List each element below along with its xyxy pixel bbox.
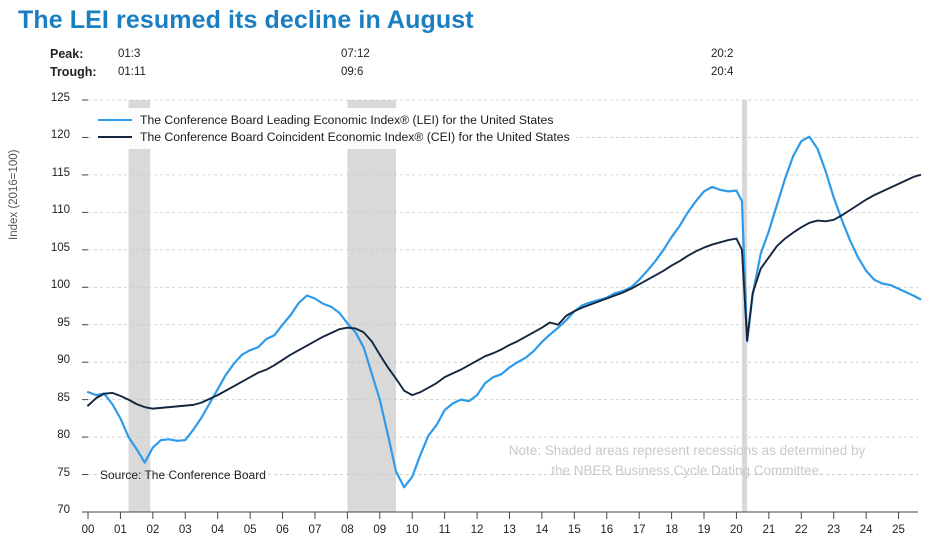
source-note: Source: The Conference Board	[100, 468, 266, 482]
recession-band-1	[129, 100, 151, 512]
x-tick-label: 04	[211, 524, 225, 536]
y-tick-label: 100	[50, 279, 70, 292]
trough-date-3: 20:4	[711, 66, 734, 78]
x-tick-label: 09	[373, 524, 387, 536]
legend-swatch-lei	[98, 119, 132, 121]
recession-note-line1: Note: Shaded areas represent recessions as determined by	[508, 443, 866, 458]
chart-legend	[92, 108, 576, 149]
x-tick-label: 23	[827, 524, 841, 536]
x-tick-label: 02	[146, 524, 160, 536]
trough-date-1: 01:11	[118, 66, 146, 78]
recession-band-2	[347, 100, 396, 512]
x-tick-label: 07	[308, 524, 322, 536]
y-tick-label: 70	[57, 504, 70, 516]
legend-item-lei	[98, 111, 570, 128]
x-tick-label: 12	[470, 524, 484, 536]
x-tick-label: 03	[178, 524, 192, 536]
y-tick-label: 90	[57, 354, 70, 367]
x-tick-label: 20	[730, 524, 743, 536]
y-tick-label: 110	[51, 204, 70, 217]
x-tick-label: 13	[503, 524, 516, 536]
x-tick-label: 16	[600, 524, 614, 536]
series-line-lei	[88, 137, 920, 488]
recession-note	[452, 441, 922, 481]
recession-note-line2: the NBER Business Cycle Dating Committee.	[551, 463, 823, 478]
page-title: The LEI resumed its decline in August	[18, 6, 474, 34]
x-tick-label: 19	[697, 524, 711, 536]
x-tick-label: 00	[81, 524, 95, 536]
y-tick-label: 80	[57, 429, 70, 442]
peak-date-2: 07:12	[341, 48, 370, 60]
y-tick-label: 120	[50, 129, 70, 142]
x-tick-label: 10	[405, 524, 419, 536]
x-tick-label: 14	[535, 524, 549, 536]
x-tick-label: 25	[892, 524, 905, 536]
series-line-cei	[88, 175, 920, 409]
x-tick-label: 15	[567, 524, 581, 536]
x-tick-label: 17	[632, 524, 646, 536]
legend-label-cei: The Conference Board Coincident Economic Index® (CEI) for the United States	[140, 129, 570, 144]
peak-row-label: Peak:	[50, 47, 84, 61]
y-tick-label: 105	[50, 241, 70, 254]
x-tick-label: 08	[340, 524, 354, 536]
y-axis-label: Index (2016=100)	[8, 149, 20, 240]
y-tick-label: 75	[57, 466, 70, 479]
trough-row-label: Trough:	[50, 65, 97, 79]
x-tick-label: 22	[794, 524, 808, 536]
legend-label-lei: The Conference Board Leading Economic Index® (LEI) for the United States	[140, 112, 554, 127]
legend-swatch-cei	[98, 136, 132, 138]
trough-date-2: 09:6	[341, 66, 364, 78]
peak-date-1: 01:3	[118, 48, 141, 60]
peak-date-3: 20:2	[711, 48, 734, 60]
y-tick-label: 95	[57, 316, 70, 329]
x-tick-label: 06	[276, 524, 289, 536]
y-tick-label: 125	[50, 92, 70, 104]
x-tick-label: 05	[243, 524, 257, 536]
legend-item-cei	[98, 128, 570, 145]
x-tick-label: 24	[859, 524, 873, 536]
y-tick-label: 85	[57, 391, 70, 404]
x-tick-label: 18	[665, 524, 678, 536]
y-tick-label: 115	[51, 166, 70, 179]
x-tick-label: 21	[762, 524, 776, 536]
x-tick-label: 11	[438, 524, 451, 536]
x-tick-label: 01	[114, 524, 127, 536]
